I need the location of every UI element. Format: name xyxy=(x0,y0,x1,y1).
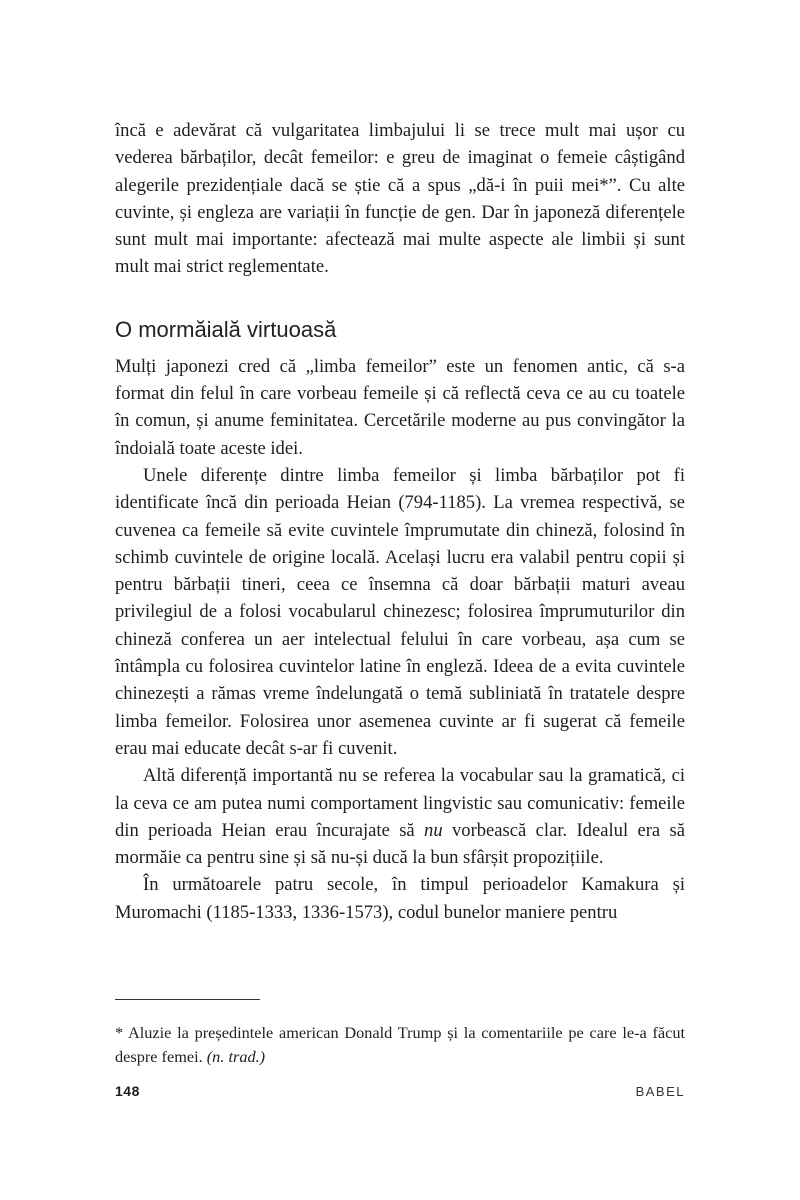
paragraph-text: Altă diferență importantă nu se referea la vocabular sau la gramatică, ci la ceva ce am putea numi comportament lingvistic sau comunicativ: femeile din perioada Heian erau încurajate să xyxy=(115,765,685,841)
section-heading: O mormăială virtuoasă xyxy=(115,316,337,342)
body-paragraph: În următoarele patru secole, în timpul perioadelor Kamakura și Muromachi (1185-1333, 1336-1573), codul bunelor maniere pentru xyxy=(115,874,685,923)
page-number: 148 xyxy=(115,1083,140,1099)
running-title: BABEL xyxy=(635,1084,685,1099)
footnote-divider xyxy=(115,999,260,1000)
body-paragraph: Mulți japonezi cred că „limba femeilor” este un fenomen antic, că s-a format din felul în care vorbeau femeile și că reflectă ceva ce au cu toatele în comun, și anume feminitatea. Cercetările moderne au pus convingător la îndoială toate aceste idei. xyxy=(115,355,685,459)
footnote xyxy=(115,1021,685,1068)
footnote-attribution: (n. trad.) xyxy=(206,1046,266,1066)
body-paragraph xyxy=(115,762,685,871)
paragraph-text: vorbească clar. Idealul era să mormăie ca pentru sine și să nu-și ducă la bun sfârșit propozițiile. xyxy=(115,819,685,869)
main-text xyxy=(115,117,685,926)
body-paragraph-continuation: încă e adevărat că vulgaritatea limbajului li se trece mult mai ușor cu vederea bărbaților, decât femeilor: e greu de imaginat o femeie câștigând alegerile prezidențiale dacă se știe că a spus „dă-i în puii mei*”. Cu alte cuvinte, și engleza are variații în funcție de gen. Dar în japoneză diferențele sunt mult mai importante: afectează mai multe aspecte ale limbii și sunt mult mai strict reglementate. xyxy=(115,120,685,278)
footnote-text: * Aluzie la președintele american Donald Trump și la comentariile pe care le-a făcut despre femei. xyxy=(115,1023,685,1066)
body-paragraph: Unele diferențe dintre limba femeilor și limba bărbaților pot fi identificate încă din perioada Heian (794-1185). La vremea respectivă, se cuvenea ca femeile să evite cuvintele împrumutate din chineză, folosind în schimb cuvintele de origine locală. Același lucru era valabil pentru copii și pentru bărbații tineri, ceea ce însemna că doar bărbații maturi aveau privilegiul de a folosi vocabularul chinezesc; folosirea împrumuturilor din chineză conferea un aer intelectual felului în care vorbeau, așa cum se întâmpla cu folosirea cuvintelor latine în engleză. Ideea de a evita cuvintele chinezești a rămas vreme îndelungată o temă subliniată în tratatele despre limba femeilor. Folosirea unor asemenea cuvinte ar fi sugerat că femeile erau mai educate decât s-ar fi cuvenit. xyxy=(115,464,685,759)
emphasized-word: nu xyxy=(424,819,443,841)
